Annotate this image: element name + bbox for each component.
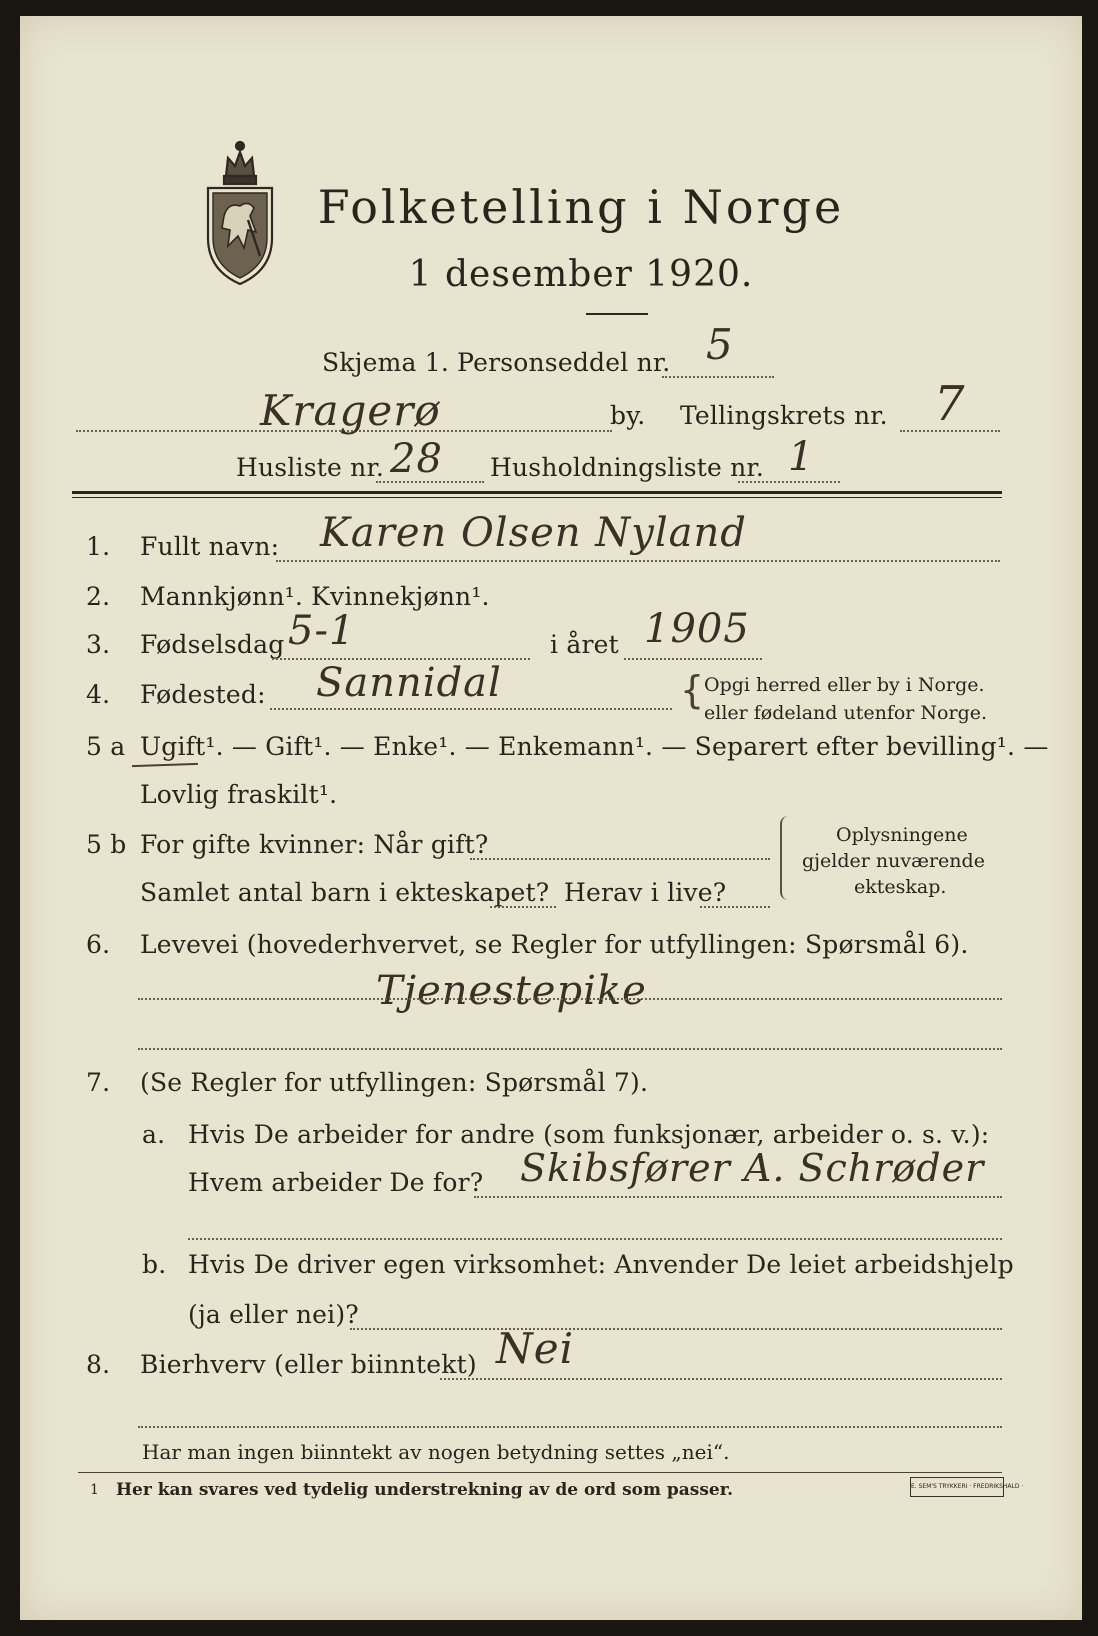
- q3-number: 3.: [86, 630, 111, 659]
- skjema-label: Skjema 1. Personseddel nr.: [322, 348, 671, 377]
- employer-line-2: [188, 1238, 1002, 1240]
- birthplace-note-2: eller fødeland utenfor Norge.: [704, 702, 988, 724]
- birthplace-line: [270, 708, 672, 710]
- q7-label: (Se Regler for utfyllingen: Spørsmål 7).: [140, 1068, 649, 1097]
- skjema-value[interactable]: 5: [706, 320, 734, 369]
- hired-help-label: (ja eller nei)?: [188, 1300, 359, 1329]
- q2-number: 2.: [86, 582, 111, 611]
- side-income-value[interactable]: Nei: [496, 1324, 575, 1373]
- side-income-line-2: [138, 1426, 1002, 1428]
- year-label: i året: [550, 630, 619, 659]
- ugift-underline: [132, 763, 198, 767]
- q1-line: [276, 560, 1000, 562]
- marriage-note-2: gjelder nuværende: [802, 850, 985, 872]
- q5a-number: 5 a: [86, 732, 126, 761]
- birthplace-note-1: Opgi herred eller by i Norge.: [704, 674, 985, 696]
- husliste-value[interactable]: 28: [390, 436, 443, 482]
- children-label: Samlet antal barn i ekteskapet?: [140, 878, 550, 907]
- married-when-label: For gifte kvinner: Når gift?: [140, 830, 489, 859]
- husliste-label: Husliste nr.: [236, 453, 384, 482]
- town-value[interactable]: Kragerø: [260, 386, 441, 435]
- by-label: by.: [610, 401, 646, 430]
- census-form: [20, 16, 1082, 1620]
- marriage-note-brace: [780, 816, 794, 900]
- q7a-text: Hvis De arbeider for andre (som funksjonær, arbeider o. s. v.):: [188, 1120, 990, 1149]
- occupation-line-1: [138, 998, 1002, 1000]
- q6-number: 6.: [86, 930, 111, 959]
- nei-instruction: Har man ingen biinntekt av nogen betydning settes „nei“.: [142, 1440, 730, 1464]
- q4-number: 4.: [86, 680, 111, 709]
- occupation-line-2: [138, 1048, 1002, 1050]
- krets-label: Tellingskrets nr.: [680, 401, 888, 430]
- header-rule-top: [72, 491, 1002, 494]
- form-title: Folketelling i Norge: [317, 180, 845, 234]
- employer-label: Hvem arbeider De for?: [188, 1168, 484, 1197]
- q7b-text: Hvis De driver egen virksomhet: Anvender De leiet arbeidshjelp: [188, 1250, 1014, 1279]
- husholdning-line: [738, 481, 840, 483]
- marriage-note-1: Oplysningene: [836, 824, 968, 846]
- side-income-label: Bierhverv (eller biinntekt): [140, 1350, 477, 1379]
- printer-mark: E. SEM'S TRYKKERI · FREDRIKSHALD ·: [910, 1477, 1004, 1497]
- birth-year-value[interactable]: 1905: [644, 606, 750, 652]
- marriage-note-3: ekteskap.: [854, 876, 947, 898]
- full-name-value[interactable]: Karen Olsen Nyland: [320, 510, 747, 556]
- employer-line: [474, 1196, 1002, 1198]
- hired-help-line: [350, 1328, 1002, 1330]
- birthplace-value[interactable]: Sannidal: [316, 660, 502, 706]
- occupation-label: Levevei (hovederhvervet, se Regler for utfyllingen: Spørsmål 6).: [140, 930, 969, 959]
- alive-label: Herav i live?: [564, 878, 727, 907]
- q5b-number: 5 b: [86, 830, 127, 859]
- footnote-mark: 1: [90, 1482, 99, 1498]
- employer-value[interactable]: Skibsfører A. Schrøder: [520, 1146, 985, 1190]
- title-divider: [586, 313, 648, 315]
- marital-options-2: Lovlig fraskilt¹.: [140, 780, 338, 809]
- q3-label: Fødselsdag: [140, 630, 285, 659]
- married-when-line: [470, 858, 770, 860]
- children-line: [490, 906, 556, 908]
- census-date: 1 desember 1920.: [408, 254, 754, 295]
- year-line: [624, 658, 762, 660]
- birthplace-note-brace: {: [680, 668, 705, 712]
- q1-label: Fullt navn:: [140, 532, 280, 561]
- q7-number: 7.: [86, 1068, 111, 1097]
- q1-number: 1.: [86, 532, 111, 561]
- q7a-letter: a.: [142, 1120, 166, 1149]
- header-rule-bottom: [72, 497, 1002, 498]
- gender-options: Mannkjønn¹. Kvinnekjønn¹.: [140, 582, 490, 611]
- skjema-line: [662, 376, 774, 378]
- footnote-text: Her kan svares ved tydelig understrekning av de ord som passer.: [116, 1480, 734, 1500]
- alive-line: [700, 906, 770, 908]
- side-income-line: [440, 1378, 1002, 1380]
- krets-value[interactable]: 7: [934, 376, 966, 432]
- q4-label: Fødested:: [140, 680, 266, 709]
- marital-options: Ugift¹. — Gift¹. — Enke¹. — Enkemann¹. — Separert efter bevilling¹. —: [140, 732, 1049, 761]
- husholdning-label: Husholdningsliste nr.: [490, 453, 764, 482]
- footer-rule: [78, 1472, 1002, 1473]
- occupation-value[interactable]: Tjenestepike: [376, 968, 647, 1014]
- birthday-value[interactable]: 5-1: [288, 608, 356, 654]
- husholdning-value[interactable]: 1: [788, 434, 815, 480]
- q7b-letter: b.: [142, 1250, 167, 1279]
- q8-number: 8.: [86, 1350, 111, 1379]
